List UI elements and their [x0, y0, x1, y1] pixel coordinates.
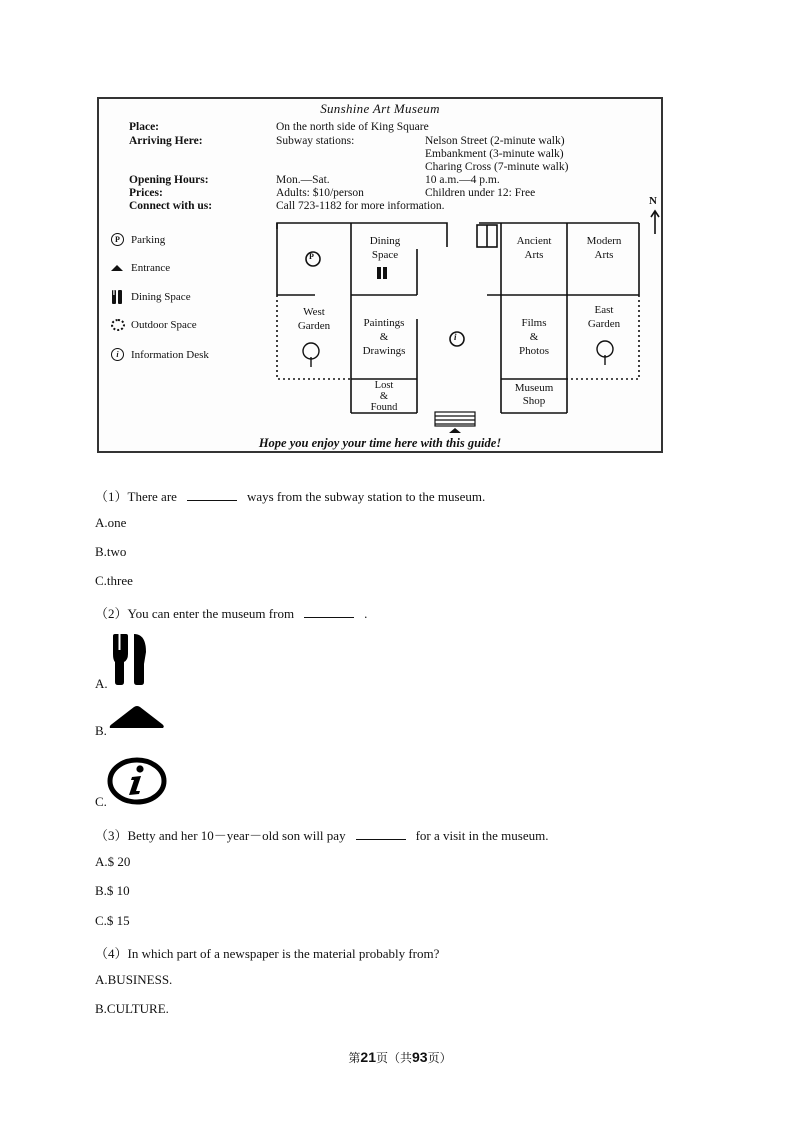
information-icon: i	[111, 348, 124, 361]
figure-title: Sunshine Art Museum	[320, 101, 440, 116]
info-glyph: i	[454, 332, 457, 342]
hours-time: 10 a.m.—4 p.m.	[425, 174, 500, 186]
room-films-photos: Films & Photos	[519, 317, 549, 357]
room-east-garden: East Garden	[587, 304, 621, 330]
option-a[interactable]: A.	[95, 676, 108, 691]
dining-icon	[377, 267, 387, 279]
compass-north: N	[649, 195, 657, 207]
price-children: Children under 12: Free	[425, 187, 536, 199]
page-mid: 页（共	[375, 1051, 412, 1065]
question-text: （3）Betty and her 10－year－old son will pay	[95, 828, 346, 843]
question-4: （4）In which part of a newspaper is the material probably from?	[95, 946, 440, 961]
room-paintings-drawings: Paintings & Drawings	[362, 317, 406, 357]
page-suffix: 页）	[427, 1051, 452, 1065]
station-3: Charing Cross (7-minute walk)	[425, 161, 569, 173]
page-total: 93	[412, 1049, 428, 1065]
option-b[interactable]: B.	[95, 723, 107, 738]
subway-label: Subway stations:	[276, 135, 355, 147]
legend-label: Outdoor Space	[131, 319, 197, 331]
option-c[interactable]: C.three	[95, 573, 133, 588]
option-a[interactable]: A.BUSINESS.	[95, 972, 173, 987]
question-2	[95, 603, 367, 622]
option-b[interactable]: B.CULTURE.	[95, 1001, 169, 1016]
place-value: On the north side of King Square	[276, 121, 429, 133]
room-west-garden: West Garden	[297, 306, 331, 332]
answer-blank[interactable]	[304, 606, 354, 618]
place-label: Place:	[129, 121, 160, 133]
connect-label: Connect with us:	[129, 200, 213, 212]
information-icon[interactable]	[107, 757, 167, 805]
arriving-label: Arriving Here:	[129, 135, 203, 147]
station-1: Nelson Street (2-minute walk)	[425, 135, 565, 147]
hours-days: Mon.—Sat.	[276, 174, 330, 186]
price-adults: Adults: $10/person	[276, 187, 364, 199]
legend-label: Dining Space	[131, 291, 191, 303]
tree-icon	[303, 343, 319, 367]
compass-arrow-icon	[651, 211, 659, 234]
page-prefix: 第	[348, 1051, 361, 1065]
answer-blank[interactable]	[356, 828, 406, 840]
question-text: ways from the subway station to the museum.	[246, 489, 486, 504]
prices-label: Prices:	[129, 187, 163, 199]
question-1	[95, 486, 485, 505]
dining-icon[interactable]	[110, 634, 150, 686]
room-ancient-arts: Ancient Arts	[516, 235, 552, 261]
option-b[interactable]: B.two	[95, 544, 127, 559]
information-icon	[450, 332, 464, 346]
figure-footer: Hope you enjoy your time here with this guide!	[258, 436, 502, 450]
tree-icon	[597, 341, 613, 365]
connect-value: Call 723-1182 for more information.	[276, 200, 445, 212]
room-dining-space: Dining Space	[369, 235, 401, 261]
hours-label: Opening Hours:	[129, 174, 209, 186]
answer-blank[interactable]	[187, 489, 237, 501]
question-3	[95, 825, 548, 844]
legend-label: Information Desk	[131, 348, 209, 361]
option-c[interactable]: C.	[95, 794, 107, 809]
parking-icon: P	[111, 233, 124, 246]
option-a[interactable]: A.$ 20	[95, 854, 131, 869]
question-text: .	[364, 606, 368, 621]
room-museum-shop: Museum Shop	[514, 382, 554, 407]
option-b[interactable]: B.$ 10	[95, 883, 130, 898]
entrance-icon[interactable]	[108, 704, 166, 730]
legend-label: Entrance	[131, 262, 171, 274]
entrance-marker-icon	[449, 428, 461, 433]
question-text: （1）There are	[95, 489, 177, 504]
room-lost-found: Lost & Found	[370, 380, 398, 414]
question-text: for a visit in the museum.	[415, 828, 549, 843]
option-c[interactable]: C.$ 15	[95, 913, 130, 928]
legend-label: Parking	[131, 233, 166, 246]
parking-glyph: P	[309, 252, 314, 261]
page-current: 21	[360, 1049, 376, 1065]
station-2: Embankment (3-minute walk)	[425, 148, 564, 160]
question-text: （2）You can enter the museum from	[95, 606, 295, 621]
museum-guide-figure	[97, 97, 663, 453]
page-number	[0, 1049, 800, 1066]
room-modern-arts: Modern Arts	[586, 235, 622, 261]
option-a[interactable]: A.one	[95, 515, 127, 530]
